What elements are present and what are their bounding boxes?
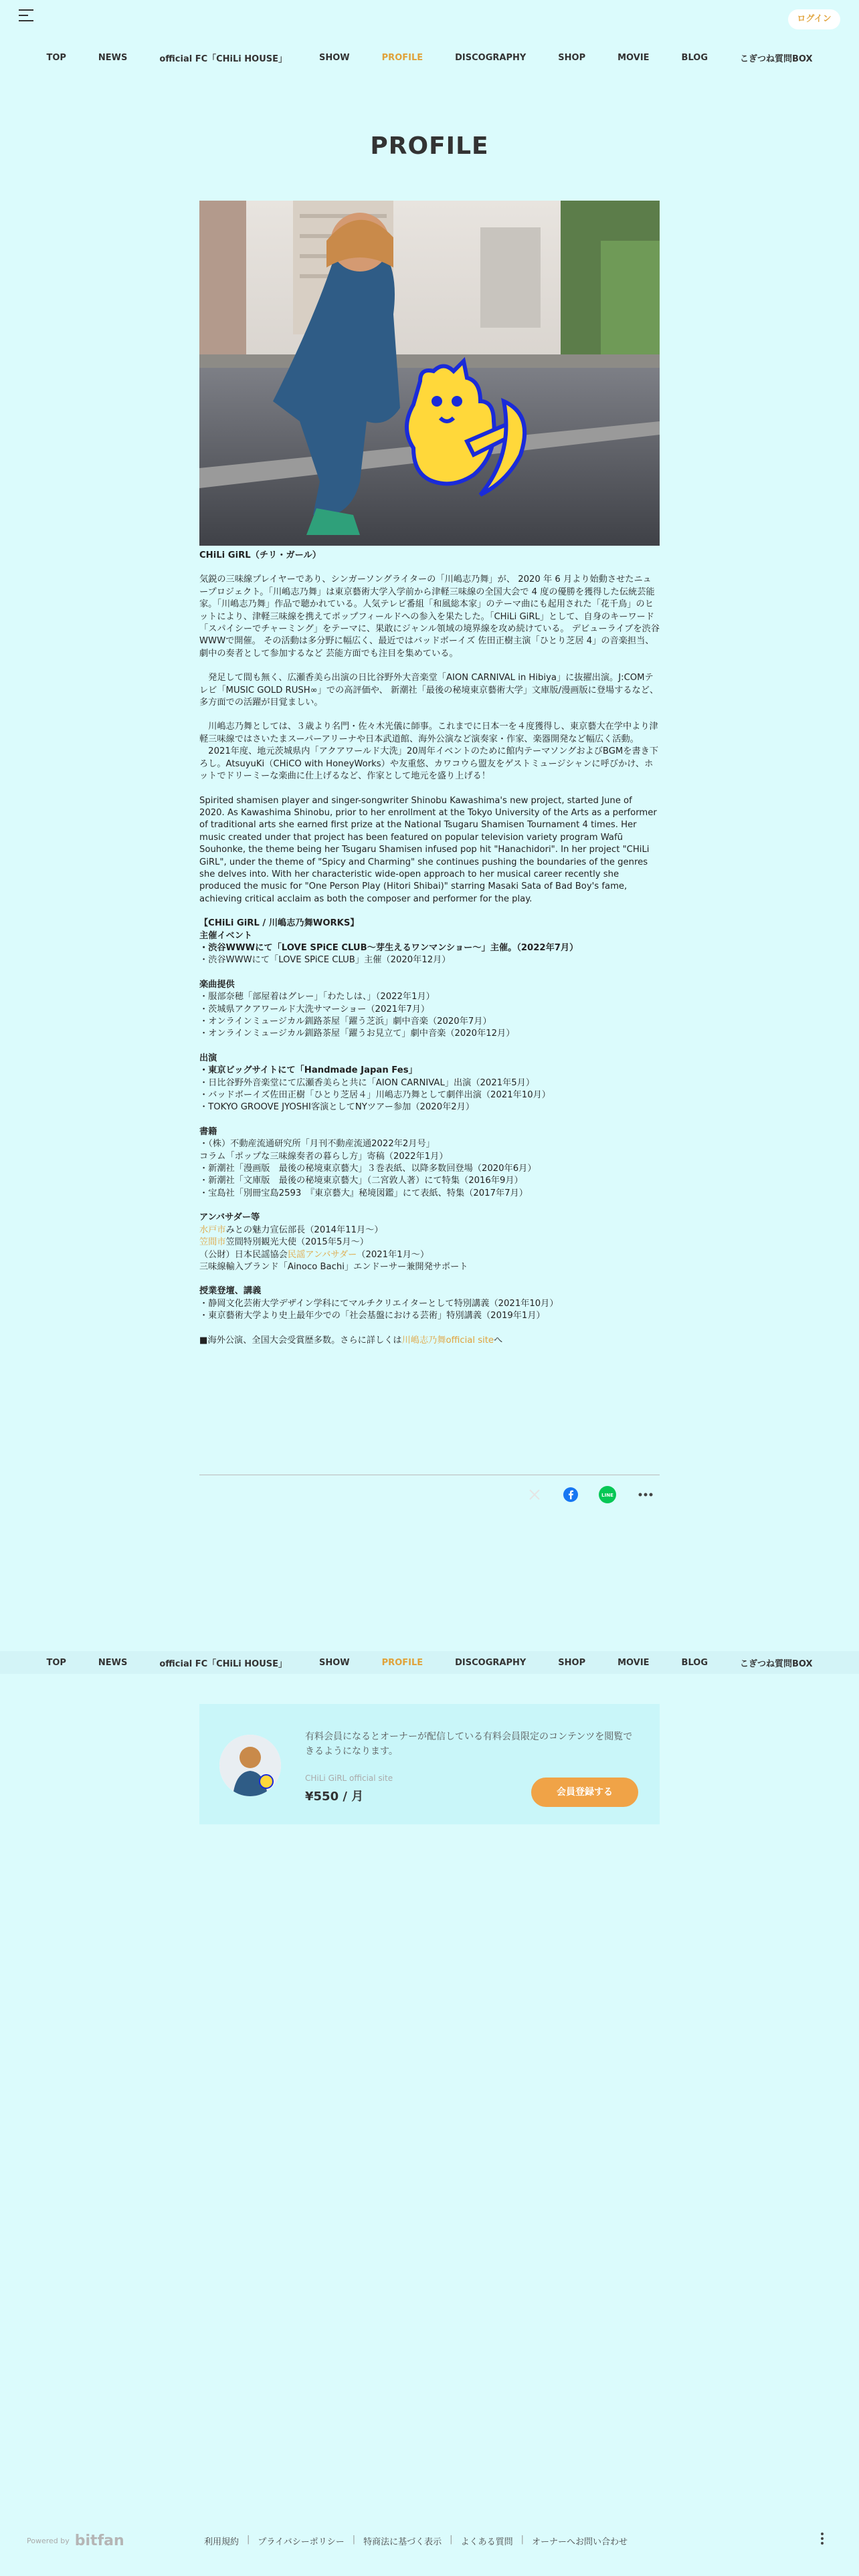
works-item: ・服部奈穂「部屋着はグレー」「わたしは、」（2022年1月） (199, 992, 435, 1002)
works-item: ・（株）不動産流通研究所「月刊不動産流通2022年2月号」 (199, 1139, 435, 1150)
profile-content (199, 550, 660, 1347)
menu-icon[interactable] (19, 9, 33, 24)
facebook-icon[interactable] (562, 1486, 579, 1503)
works-item: コラム「ポップな三味線奏者の暮らし方」寄稿（2022年1月） (199, 1151, 448, 1162)
footer-link-tokushoho[interactable]: 特商法に基づく表示 (363, 2537, 442, 2547)
membership-description: 有料会員になるとオーナーが配信している有料会員限定のコンテンツを閲覧できるようになります。 (305, 1731, 633, 1757)
more-icon[interactable] (637, 1486, 654, 1503)
ambassador-item: 三味線輸入ブランド「Ainoco Bachi」エンドーサー兼開発サポート (199, 1261, 468, 1272)
nav-item-shop[interactable]: SHOP (558, 1657, 586, 1668)
works-item: ・日比谷野外音楽堂にて広瀬香美らと共に「AION CARNIVAL」出演（2021年5月） (199, 1077, 535, 1088)
footer (0, 2525, 859, 2554)
nav-item-question-box[interactable]: こぎつね質問BOX (740, 1658, 813, 1669)
nav-item-official-fc[interactable]: official FC「CHiLi HOUSE」 (159, 1658, 288, 1669)
ambassador-item: 水戸市みとの魅力宣伝部長（2014年11月～） (199, 1224, 383, 1235)
ambassador-item: 笠間市笠間特別観光大使（2015年5月～） (199, 1237, 369, 1248)
ambassador-item: （公財）日本民謡協会民謡アンバサダー（2021年1月～） (199, 1249, 430, 1260)
profile-bio-jp-2: 発足して間も無く、広瀬香美ら出演の日比谷野外大音楽堂「AION CARNIVAL in Hibiya」に抜擢出演。J:COMテレビ「MUSIC GOLD RUSH∞」での高評価や、 新潮社「最後の秘境東京藝術大学」文庫版/漫画版に登場するなど、多方面での活躍が目覚ましい。 (199, 673, 659, 708)
nav-item-profile[interactable]: PROFILE (381, 1657, 423, 1668)
mito-link[interactable]: 水戸市 (199, 1224, 226, 1235)
membership-card (199, 1704, 660, 1824)
nav-item-discography[interactable]: DISCOGRAPHY (455, 1657, 527, 1668)
works-heading: 【CHiLi GiRL / 川嶋志乃舞WORKS】 (199, 918, 359, 929)
nav-item-top[interactable]: TOP (46, 1657, 66, 1668)
works-item: ・TOKYO GROOVE JYOSHI客演としてNYツアー参加（2020年2月） (199, 1102, 475, 1113)
twitter-icon[interactable] (526, 1486, 543, 1503)
works-item: ・宝島社「別冊宝島2593 『東京藝大』秘境図鑑」にて表紙、特集（2017年7月） (199, 1188, 528, 1198)
works-item: ・オンラインミュージカル釧路茶屋「躍う芝浜」劇中音楽（2020年7月） (199, 1016, 492, 1027)
works-item: ・新潮社「漫画版 最後の秘境東京藝大」３巻表紙、以降多数回登場（2020年6月） (199, 1164, 537, 1174)
official-site-link[interactable]: 川嶋志乃舞official site (401, 1335, 494, 1346)
login-button[interactable]: ログイン (788, 9, 840, 29)
global-nav (0, 47, 859, 68)
works-item: ・新潮社「文庫版 最後の秘境東京藝大」（二宮敦人著）にて特集（2016年9月） (199, 1176, 523, 1186)
powered-by-label: Powered by (27, 2537, 70, 2545)
footer-link-privacy[interactable]: プライバシーポリシー (258, 2537, 345, 2547)
ambassador-title: アンバサダー等 (199, 1212, 260, 1223)
profile-bio-jp-4: 2021年度、地元茨城県内「アクアワールド大洗」20周年イベントのために館内テーマソングおよびBGMを書き下ろし。AtsuyuKi（CHiCO with HoneyWorks）や友重悠、カワコウら盟友をゲストミュージシャンに呼びかけ、ホットでドリーミーな楽曲に仕上げるなど、作家として地元を盛り上げる！ (199, 746, 659, 782)
powered-by (27, 2533, 124, 2549)
works-section-title: 主催イベント (199, 930, 253, 941)
nav-item-movie[interactable]: MOVIE (617, 52, 650, 63)
nav-item-show[interactable]: SHOW (319, 1657, 350, 1668)
works-item: ・オンラインミュージカル釧路茶屋「躍うお見立て」劇中音楽（2020年12月） (199, 1029, 515, 1039)
nav-item-question-box[interactable]: こぎつね質問BOX (740, 53, 813, 64)
register-button[interactable]: 会員登録する (531, 1778, 638, 1807)
lecture-item: ・東京藝術大学より史上最年少での「社会基盤における芸術」特別講義（2019年1月） (199, 1311, 545, 1321)
footer-link-contact[interactable]: オーナーへお問い合わせ (531, 2537, 628, 2547)
site-name: CHiLi GiRL official site (305, 1774, 393, 1783)
line-icon[interactable] (599, 1486, 616, 1503)
profile-photo (199, 201, 660, 546)
line-label: LINE (601, 1493, 613, 1498)
owner-avatar (219, 1735, 281, 1796)
works-item: ・東京ビッグサイトにて「Handmade Japan Fes」 (199, 1065, 417, 1076)
works-section-title: 楽曲提供 (199, 979, 235, 990)
works-section-title: 出演 (199, 1053, 217, 1063)
nav-item-profile[interactable]: PROFILE (381, 52, 423, 63)
profile-name: CHiLi GiRL（チリ・ガール） (199, 550, 321, 560)
footer-links: 利用規約 | プライバシーポリシー | 特商法に基づく表示 | よくある質問 | オーナーへお問い合わせ (204, 2535, 628, 2547)
works-item: ・バッドボーイズ佐田正樹「ひとり芝居４」川嶋志乃舞として劇伴出演（2021年10月） (199, 1090, 551, 1101)
profile-bio-en: Spirited shamisen player and singer-songwriter Shinobu Kawashima's new project, started June of 2020. As Kawashima Shinobu, prior to her enrollment at the Tokyo University of the Arts as a performer of traditional arts she earned first prize at the National Tsugaru Shamisen Tournament 4 times. Her music created under that project has been featured on popular television variety program Wafū Souhonke, the theme being her Tsugaru Shamisen infused pop hit "Hanachidori". In her project "CHiLi GiRL", under the theme of "Spicy and Charming" she continues pushing the boundaries of the genres she delves into. With her characteristic wide-open approach to her musical career recently she produced the music for "One Person Play (Hitori Shibai)" starring Masaki Sata of Bad Boy's fame, achieving critical acclaim as both the composer and performer for the play. (199, 795, 657, 904)
works-item: ・渋谷WWWにて「LOVE SPiCE CLUB」主催（2020年12月） (199, 955, 451, 966)
lectures-title: 授業登壇、講義 (199, 1286, 262, 1297)
nav-item-blog[interactable]: BLOG (681, 1657, 708, 1668)
more-vertical-icon[interactable] (821, 2533, 824, 2547)
profile-bio-jp-1: 気鋭の三味線プレイヤーであり、シンガーソングライターの「川嶋志乃舞」が、 2020 年 6 月より始動させたニュープロジェクト。「川嶋志乃舞」は東京藝術大学入学前から津軽三味線の全国大会で 4 度の優勝を獲得した伝統芸能家。「川嶋志乃舞」作品で聴かれている。人気テレビ番組「和風総本家」のテーマ曲にも起用された「花千鳥」のヒットにより、津軽三味線を携えてポップフィールドへの参入を果たした。「CHiLi GiRL」として、自身のキーワード「スパイシーでチャーミング」をテーマに、果敢にジャンル領域の境界線を攻め続けている。 デビューライブを渋谷WWWで開催。 その活動は多分野に幅広く、最近ではバッドボーイズ 佐田正樹主演「ひとり芝居 4」の音楽担当、劇中の奏者として参加するなど 芸能方面でも注目を集めている。 (199, 574, 660, 659)
nav-item-official-fc[interactable]: official FC「CHiLi HOUSE」 (159, 53, 288, 64)
lecture-item: ・静岡文化芸術大学デザイン学科にてマルチクリエイターとして特別講義（2021年10月） (199, 1298, 559, 1309)
global-nav-bottom (0, 1651, 859, 1674)
profile-bio-jp-3: 川嶋志乃舞としては、３歳より名門・佐々木光儀に師事。これまでに日本一を４度獲得し、東京藝大在学中より津軽三味線ではさいたまスーパーアリーナや日本武道館、海外公演など演奏家・作家、楽器開発など幅広く活動。 (199, 722, 658, 744)
nav-item-shop[interactable]: SHOP (558, 52, 586, 63)
top-bar (0, 0, 859, 37)
closing-line: ■海外公演、全国大会受賞歴多数。さらに詳しくは川嶋志乃舞official siteへ (199, 1335, 503, 1346)
nav-item-blog[interactable]: BLOG (681, 52, 708, 63)
nav-item-movie[interactable]: MOVIE (617, 1657, 650, 1668)
page-title: PROFILE (370, 132, 489, 160)
footer-link-faq[interactable]: よくある質問 (460, 2537, 513, 2547)
minyo-ambassador-link[interactable]: 民謡アンバサダー (287, 1249, 357, 1260)
membership-price: ¥550 / 月 (305, 1790, 364, 1804)
works-section-title: 書籍 (199, 1126, 217, 1137)
nav-item-discography[interactable]: DISCOGRAPHY (455, 52, 527, 63)
kasama-link[interactable]: 笠間市 (199, 1237, 226, 1248)
works-item: ・渋谷WWWにて「LOVE SPiCE CLUB～芽生えるワンマンショー～」主催。（2022年7月） (199, 942, 579, 953)
works-item: ・茨城県アクアワールド大洗サマーショー（2021年7月） (199, 1004, 430, 1014)
nav-item-top[interactable]: TOP (46, 52, 66, 63)
bitfan-logo[interactable]: bitfan (74, 2533, 124, 2549)
nav-item-news[interactable]: NEWS (98, 52, 128, 63)
nav-item-news[interactable]: NEWS (98, 1657, 128, 1668)
footer-link-terms[interactable]: 利用規約 (204, 2537, 240, 2547)
nav-item-show[interactable]: SHOW (319, 52, 350, 63)
